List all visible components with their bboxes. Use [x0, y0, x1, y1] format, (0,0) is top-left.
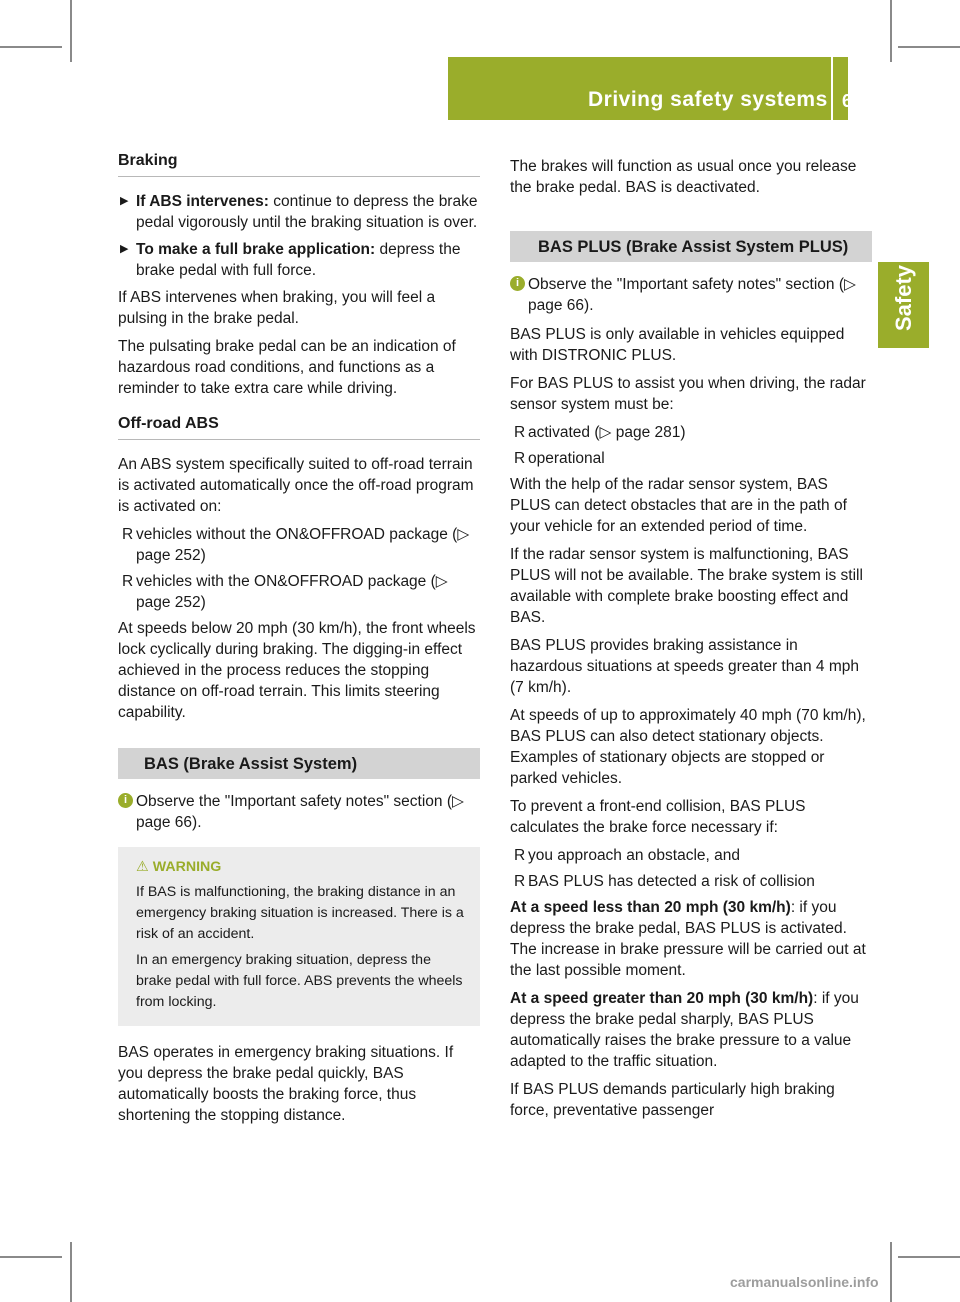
paragraph: [510, 897, 872, 981]
left-column: [118, 150, 480, 1133]
list-item: R BAS PLUS has detected a risk of collision: [514, 873, 815, 890]
instruction-text: depress the brake pedal with full force.: [136, 241, 461, 279]
paragraph: For BAS PLUS to assist you when driving, the radar sensor system must be:: [510, 375, 866, 413]
crop-mark: [0, 46, 62, 48]
paragraph: If the radar sensor system is malfunctioning, BAS PLUS will not be available. The brake system is still available with complete brake boosting effect and BAS.: [510, 546, 863, 626]
info-note: [510, 274, 872, 316]
list-item: R vehicles with the ON&OFFROAD package (▷ page 252): [122, 573, 448, 611]
info-icon: i: [118, 793, 133, 808]
list-item-text: vehicles without the ON&OFFROAD package (▷ page 252): [136, 526, 470, 564]
info-icon: i: [510, 276, 525, 291]
crop-mark: [70, 0, 72, 62]
list-item-text: vehicles with the ON&OFFROAD package (▷ page 252): [136, 573, 448, 611]
crop-mark: [70, 1242, 72, 1302]
paragraph: With the help of the radar sensor system, BAS PLUS can detect obstacles that are in the path of your vehicle for an extended period of time.: [510, 476, 847, 535]
paragraph: An ABS system specifically suited to off-road terrain is activated automatically once the off-road program is activated on:: [118, 456, 474, 515]
instruction-label: If ABS intervenes:: [136, 193, 269, 210]
instruction-text: continue to depress the brake pedal vigorously until the braking situation is over.: [136, 193, 478, 231]
crop-mark: [898, 46, 960, 48]
side-tab-label: Safety: [891, 264, 916, 332]
right-column: [510, 156, 872, 1128]
crop-mark: [890, 1242, 892, 1302]
paragraph-label: At a speed less than 20 mph (30 km/h): [510, 899, 791, 916]
paragraph: At speeds of up to approximately 40 mph (70 km/h), BAS PLUS can also detect stationary objects. Examples of stationary objects are stopped or parked vehicles.: [510, 707, 866, 787]
warning-text: If BAS is malfunctioning, the braking distance in an emergency braking situation is increased. There is a risk of an accident.: [136, 884, 464, 942]
paragraph: The pulsating brake pedal can be an indication of hazardous road conditions, and functions as a reminder to take extra care while driving.: [118, 338, 456, 397]
paragraph: BAS operates in emergency braking situations. If you depress the brake pedal quickly, BAS automatically boosts the braking force, thus shortening the stopping distance.: [118, 1044, 454, 1124]
instruction-item: [118, 191, 480, 233]
paragraph-label: At a speed greater than 20 mph (30 km/h): [510, 990, 814, 1007]
crop-mark: [898, 1256, 960, 1258]
info-note-text: Observe the "Important safety notes" section (▷ page 66).: [528, 276, 856, 314]
instruction-item: [118, 239, 480, 281]
list-item: R operational: [514, 450, 605, 467]
list-item-text: operational: [528, 450, 605, 467]
section-heading-bas-plus: BAS PLUS (Brake Assist System PLUS): [510, 231, 872, 262]
info-note-text: Observe the "Important safety notes" section (▷ page 66).: [136, 793, 464, 831]
paragraph: The brakes will function as usual once you release the brake pedal. BAS is deactivated.: [510, 158, 857, 196]
list-item: R you approach an obstacle, and: [514, 847, 740, 864]
warning-triangle-icon: ⚠: [136, 859, 149, 875]
watermark: carmanualsonline.info: [730, 1274, 879, 1290]
list-item-text: you approach an obstacle, and: [528, 847, 740, 864]
warning-title: ⚠ WARNING: [136, 857, 470, 878]
arrow-icon: ▶: [120, 243, 129, 255]
arrow-icon: ▶: [120, 195, 129, 207]
paragraph: If ABS intervenes when braking, you will feel a pulsing in the brake pedal.: [118, 289, 436, 327]
paragraph: At speeds below 20 mph (30 km/h), the front wheels lock cyclically during braking. The digging-in effect achieved in the process reduces the stopping distance on off-road terrain. This limits steering capability.: [118, 620, 476, 721]
page-title: Driving safety systems: [588, 88, 828, 111]
info-note: [118, 791, 480, 833]
paragraph: To prevent a front-end collision, BAS PLUS calculates the brake force necessary if:: [510, 798, 806, 836]
warning-box: [118, 847, 480, 1026]
heading-offroad-abs: Off-road ABS: [118, 413, 480, 440]
paragraph: If BAS PLUS demands particularly high braking force, preventative passenger: [510, 1081, 835, 1119]
list-item-text: activated (▷ page 281): [528, 424, 686, 441]
paragraph: [510, 988, 872, 1072]
section-heading-bas: BAS (Brake Assist System): [118, 748, 480, 779]
crop-mark: [0, 1256, 62, 1258]
instruction-label: To make a full brake application:: [136, 241, 376, 258]
paragraph: BAS PLUS provides braking assistance in hazardous situations at speeds greater than 4 mph (7 km/h).: [510, 637, 859, 696]
paragraph-text: : if you depress the brake pedal, BAS PLUS is activated. The increase in brake pressure will be carried out at the last possible moment.: [510, 899, 866, 979]
paragraph: BAS PLUS is only available in vehicles equipped with DISTRONIC PLUS.: [510, 326, 845, 364]
list-item: R vehicles without the ON&OFFROAD package (▷ page 252): [122, 526, 470, 564]
heading-braking: Braking: [118, 150, 480, 177]
crop-mark: [890, 0, 892, 62]
warning-text: In an emergency braking situation, depress the brake pedal with full force. ABS prevents the wheels from locking.: [136, 952, 463, 1010]
page-number: 67: [842, 91, 863, 111]
list-item-text: BAS PLUS has detected a risk of collision: [528, 873, 815, 890]
paragraph-text: : if you depress the brake pedal sharply, BAS PLUS automatically raises the brake pressure to a value adapted to the traffic situation.: [510, 990, 859, 1070]
list-item: R activated (▷ page 281): [514, 424, 686, 441]
